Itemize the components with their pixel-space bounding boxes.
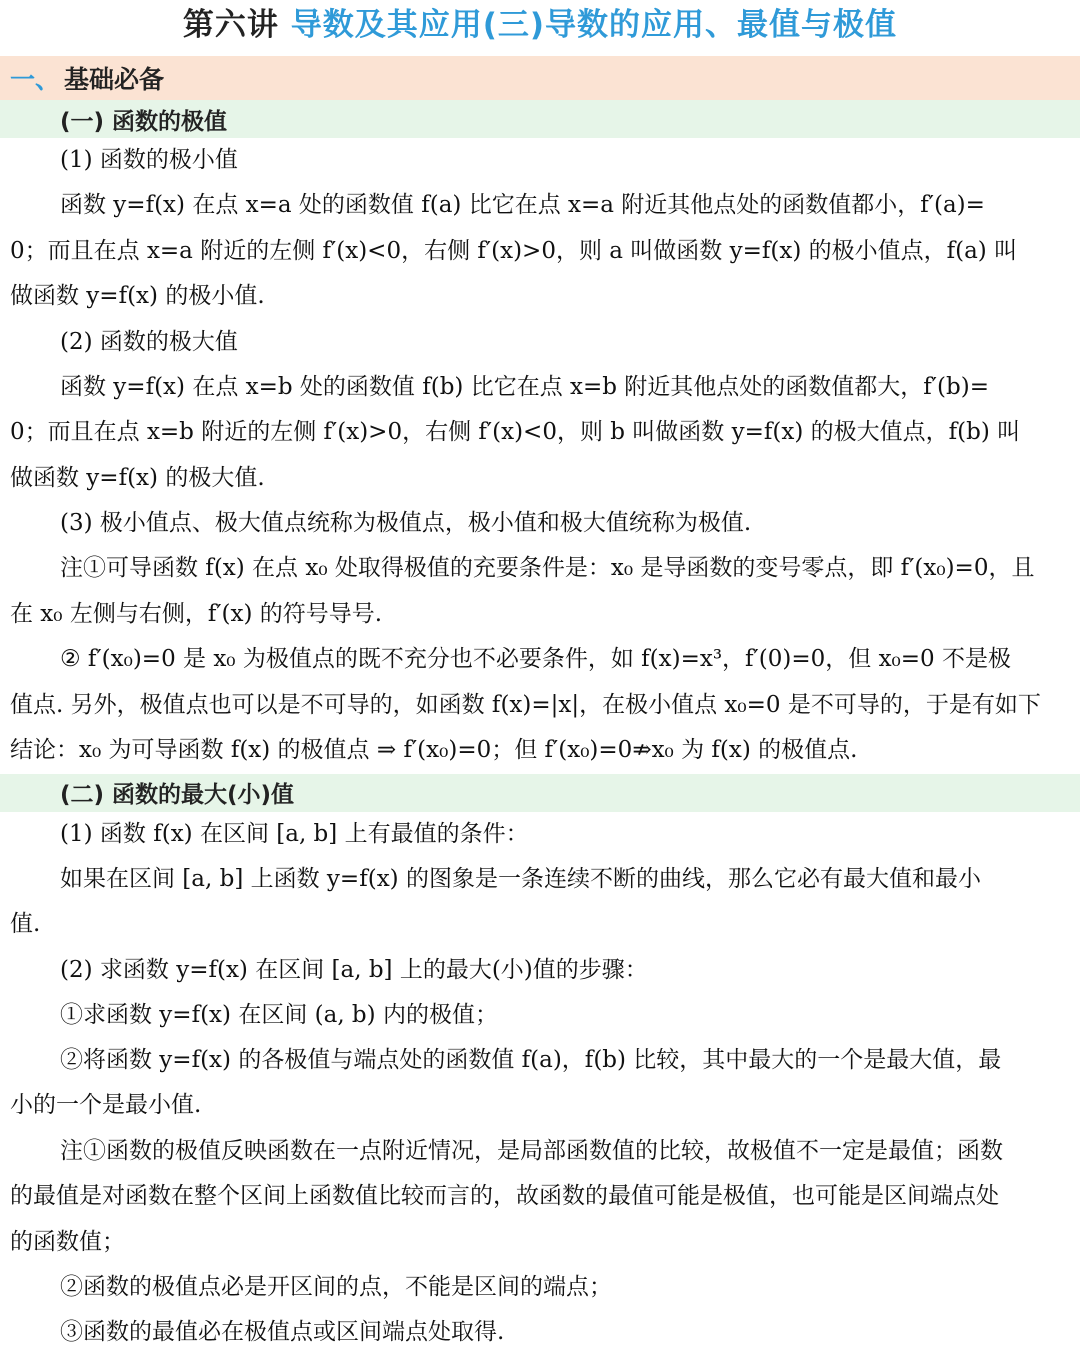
text-line: 0；而且在点 x=b 附近的左侧 f′(x)>0，右侧 f′(x)<0，则 b 叫做函数 y=f(x) 的极大值点，f(b) 叫 (10, 419, 1021, 445)
step-one: ①求函数 y=f(x) 在区间 (a, b) 内的极值； (60, 1001, 498, 1028)
note-three (0, 1129, 1080, 1266)
extrema-definition: (3) 极小值点、极大值点统称为极值点，极小值和极大值统称为极值. (60, 510, 752, 536)
text-line: 的函数值； (10, 1228, 125, 1255)
text-line: 注①可导函数 f(x) 在点 x₀ 处取得极值的充要条件是：x₀ 是导函数的变号零点，即 f′(x₀)=0，且 (60, 555, 1035, 581)
max-min-steps-heading: (2) 求函数 y=f(x) 在区间 [a, b] 上的最大(小)值的步骤： (60, 956, 648, 983)
note-one (0, 546, 1080, 637)
text-line: 做函数 y=f(x) 的极小值. (10, 283, 265, 309)
note-three-point-two: ②函数的极值点必是开区间的点，不能是区间的端点； (60, 1274, 612, 1300)
note-two (0, 637, 1080, 774)
section-label: 基础必备 (64, 65, 165, 94)
text-line: 的最值是对函数在整个区间上函数值比较而言的，故函数的最值可能是极值，也可能是区间端点处 (10, 1183, 999, 1209)
text-line: 值. (10, 911, 41, 937)
maximum-paragraph (0, 365, 1080, 502)
text-line: 结论：x₀ 为可导函数 f(x) 的极值点 ⇒ f′(x₀)=0；但 f′(x₀)=0⇏x₀ 为 f(x) 的极值点. (10, 737, 858, 763)
minimum-heading: (1) 函数的极小值 (60, 147, 238, 173)
subsection-extrema: (一) 函数的极值 (0, 100, 1080, 138)
text-line: 值点. 另外，极值点也可以是不可导的，如函数 f(x)=|x|，在极小值点 x₀=0 是不可导的，于是有如下 (10, 691, 1041, 718)
page-title (0, 0, 1080, 50)
text-line: 做函数 y=f(x) 的极大值. (10, 464, 265, 491)
text-line: 函数 y=f(x) 在点 x=b 处的函数值 f(b) 比它在点 x=b 附近其他点处的函数值都大，f′(b)= (60, 373, 989, 400)
max-min-condition-paragraph (0, 857, 1080, 948)
text-line: 小的一个是最小值. (10, 1092, 202, 1118)
text-line: ② f′(x₀)=0 是 x₀ 为极值点的既不充分也不必要条件，如 f(x)=x³，f′(0)=0，但 x₀=0 不是极 (60, 646, 1011, 672)
section-number: 一、 (10, 65, 61, 94)
lecture-title: 导数及其应用(三)导数的应用、最值与极值 (290, 7, 898, 43)
maximum-heading: (2) 函数的极大值 (60, 328, 238, 355)
text-line: 注①函数的极值反映函数在一点附近情况，是局部函数值的比较，故极值不一定是最值；函数 (60, 1137, 1003, 1164)
text-line: 在 x₀ 左侧与右侧，f′(x) 的符号导号. (10, 600, 383, 627)
note-three-point-three: ③函数的最值必在极值点或区间端点处取得. (60, 1319, 505, 1345)
section-header (0, 56, 1080, 100)
minimum-paragraph (0, 183, 1080, 320)
step-two (0, 1038, 1080, 1129)
lecture-number: 第六讲 (182, 7, 291, 43)
text-line: 函数 y=f(x) 在点 x=a 处的函数值 f(a) 比它在点 x=a 附近其他点处的函数值都小，f′(a)= (60, 192, 985, 218)
text-line: ②将函数 y=f(x) 的各极值与端点处的函数值 f(a)，f(b) 比较，其中最大的一个是最大值，最 (60, 1046, 1002, 1073)
subsection-max-min: (二) 函数的最大(小)值 (0, 774, 1080, 812)
text-line: 如果在区间 [a, b] 上函数 y=f(x) 的图象是一条连续不断的曲线，那么它必有最大值和最小 (60, 865, 981, 892)
text-line: 0；而且在点 x=a 附近的左侧 f′(x)<0，右侧 f′(x)>0，则 a 叫做函数 y=f(x) 的极小值点，f(a) 叫 (10, 237, 1018, 264)
max-min-condition-heading: (1) 函数 f(x) 在区间 [a, b] 上有最值的条件： (60, 820, 529, 847)
